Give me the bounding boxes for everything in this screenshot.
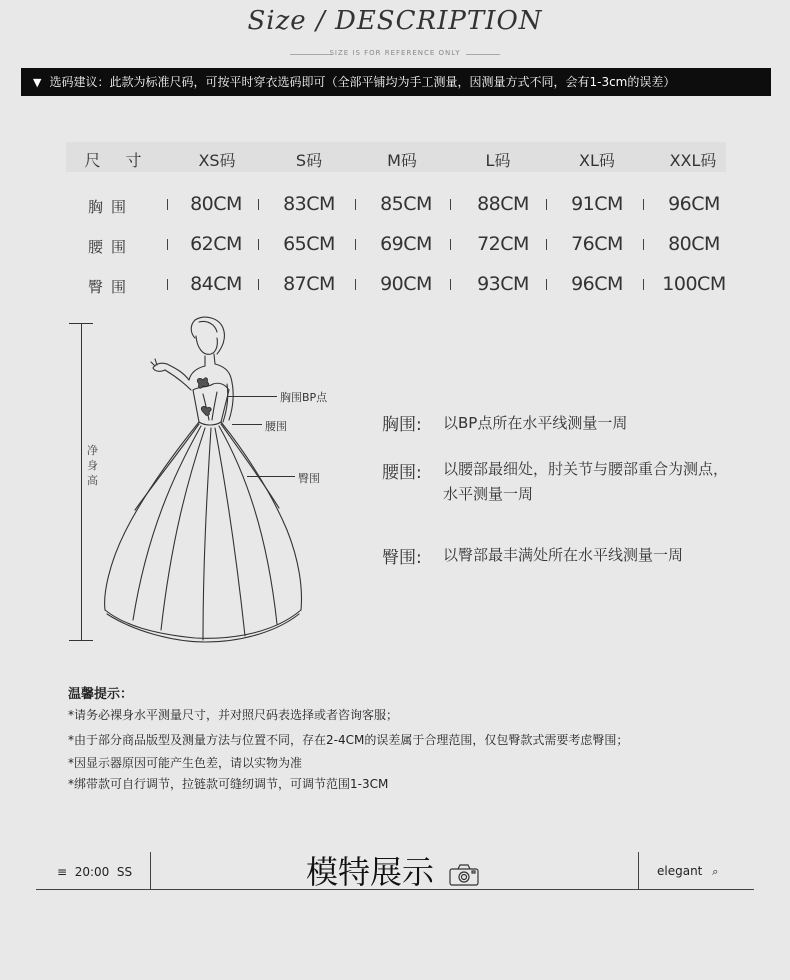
table-cell: 91CM (571, 193, 623, 215)
bottom-right-text: elegant (657, 864, 703, 878)
size-header-s: S码 (295, 151, 323, 170)
triangle-down-icon: ▼ (33, 76, 42, 89)
size-tip-bar (21, 68, 771, 96)
tip-text: 选码建议：此款为标准尺码，可按平时穿衣选码即可（全部平铺均为手工测量，因测量方式不同，会有1-3cm的误差） (49, 75, 676, 89)
table-cell: 69CM (380, 233, 432, 255)
note-item: *绑带款可自行调节，拉链款可缝纫调节，可调节范围1-3CM (68, 777, 389, 791)
table-cell: 85CM (380, 193, 432, 215)
callout-line-waist (232, 424, 262, 425)
bottom-left-info (57, 865, 132, 879)
table-cell: 84CM (190, 273, 242, 295)
table-cell: 96CM (571, 273, 623, 295)
height-measure-line (81, 323, 82, 640)
table-cell: 88CM (477, 193, 529, 215)
divider (355, 239, 356, 250)
divider (258, 239, 259, 250)
callout-line-bust (227, 396, 277, 397)
divider (167, 239, 168, 250)
table-cell: 62CM (190, 233, 242, 255)
table-cell: 96CM (668, 193, 720, 215)
table-cell: 93CM (477, 273, 529, 295)
table-cell: 83CM (283, 193, 335, 215)
divider (450, 239, 451, 250)
callout-waist: 腰围 (265, 420, 287, 433)
size-header-xl: XL码 (579, 151, 615, 170)
size-header-xs: XS码 (198, 151, 236, 170)
search-icon[interactable]: ⌕ (712, 865, 719, 878)
section-title-text: 模特展示 (306, 853, 435, 891)
callout-hip: 臀围 (298, 472, 320, 485)
row-label-bust: 胸围 (88, 198, 135, 216)
measure-text-bust: 以BP点所在水平线测量一周 (443, 414, 628, 432)
table-cell: 87CM (283, 273, 335, 295)
size-header-m: M码 (387, 151, 417, 170)
divider (546, 279, 547, 290)
size-header-l: L码 (485, 151, 511, 170)
dress-figure-illustration (95, 312, 310, 657)
menu-icon: ≡ (57, 865, 68, 879)
row-label-hip: 臀围 (88, 278, 135, 296)
height-label: 净身高 (87, 444, 98, 487)
bottom-right-info (657, 864, 718, 879)
height-cap-bottom (69, 640, 93, 641)
section-title (306, 847, 480, 893)
note-item: *请务必裸身水平测量尺寸，并对照尺码表选择或者咨询客服； (68, 708, 399, 722)
divider (355, 279, 356, 290)
divider (450, 199, 451, 210)
size-header-label: 尺 寸 (84, 151, 152, 170)
note-item: *由于部分商品版型及测量方法与位置不同，存在2-4CM的误差属于合理范围，仅包臀款式需要考虑臀围； (68, 733, 629, 747)
measure-text-hip: 以臀部最丰满处所在水平线测量一周 (443, 546, 684, 564)
divider (450, 279, 451, 290)
measure-label-hip: 臀围: (382, 548, 422, 568)
page-subtitle: SIZE IS FOR REFERENCE ONLY (329, 49, 461, 57)
divider (167, 279, 168, 290)
camera-icon (448, 863, 480, 887)
table-cell: 80CM (668, 233, 720, 255)
measure-label-waist: 腰围: (382, 463, 422, 483)
height-cap-top (69, 323, 93, 324)
table-cell: 80CM (190, 193, 242, 215)
divider (638, 852, 639, 889)
callout-line-hip (247, 476, 295, 477)
divider (546, 239, 547, 250)
divider (643, 279, 644, 290)
size-header-xxl: XXL码 (669, 151, 717, 170)
callout-bust: 胸围BP点 (280, 391, 328, 404)
divider (643, 239, 644, 250)
divider (643, 199, 644, 210)
table-cell: 72CM (477, 233, 529, 255)
divider (258, 199, 259, 210)
bottom-left-text: 20:00 SS (74, 865, 133, 879)
notes-title: 温馨提示： (68, 687, 134, 702)
row-label-waist: 腰围 (88, 238, 135, 256)
divider (355, 199, 356, 210)
table-cell: 65CM (283, 233, 335, 255)
table-cell: 76CM (571, 233, 623, 255)
divider (258, 279, 259, 290)
table-cell: 90CM (380, 273, 432, 295)
divider (546, 199, 547, 210)
measure-label-bust: 胸围: (382, 415, 422, 435)
page-title: Size / DESCRIPTION (247, 6, 543, 36)
divider (167, 199, 168, 210)
note-item: *因显示器原因可能产生色差，请以实物为准 (68, 756, 303, 770)
table-cell: 100CM (662, 273, 726, 295)
divider (150, 852, 151, 889)
measure-text-waist: 以腰部最细处，肘关节与腰部重合为测点，水平测量一周 (443, 460, 729, 503)
